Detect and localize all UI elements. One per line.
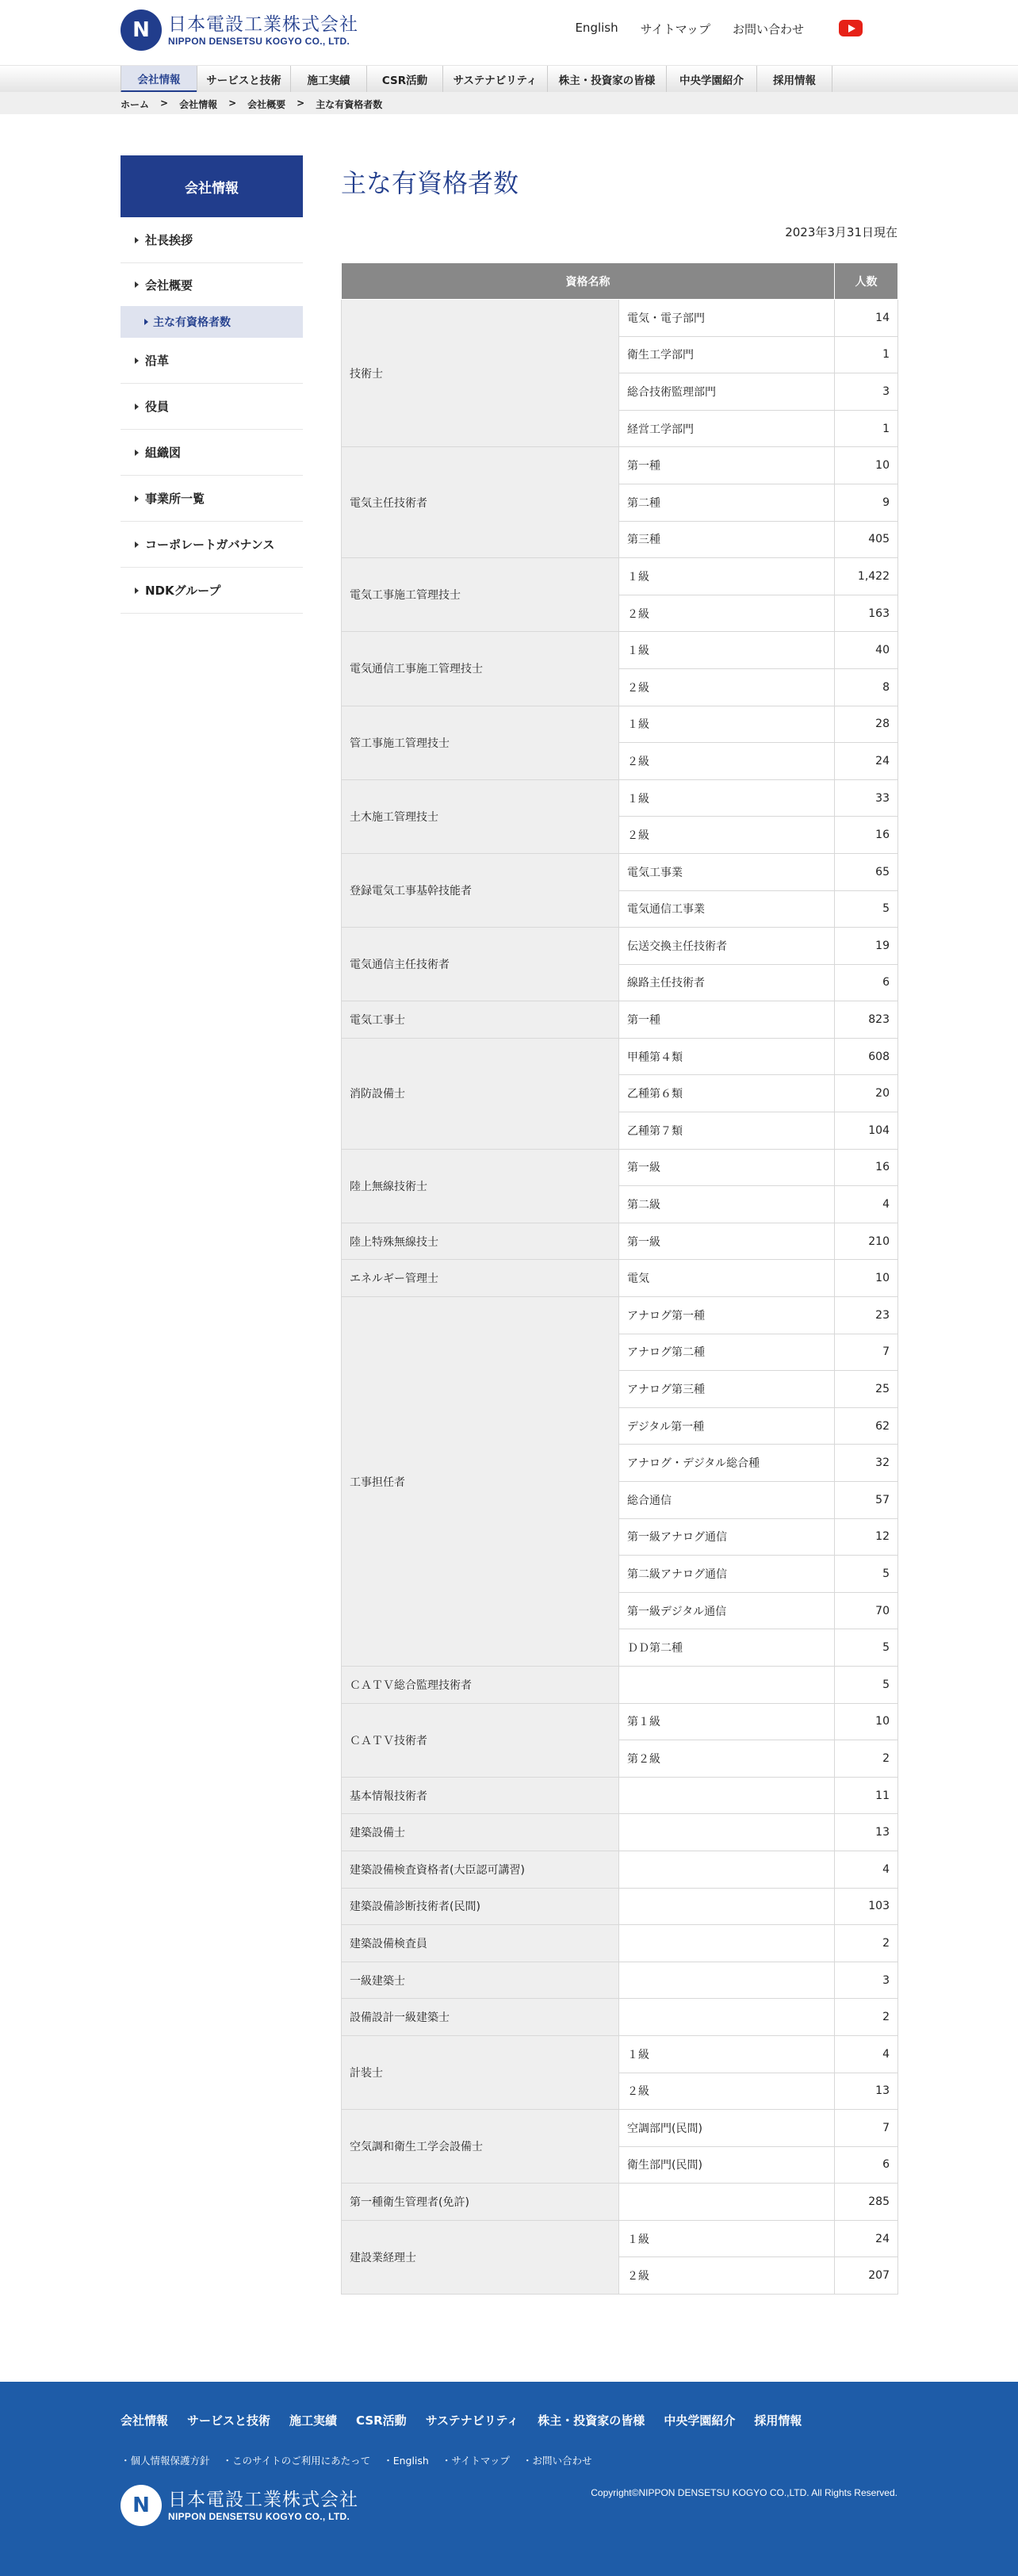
- qualification-count: 6: [835, 964, 898, 1001]
- sidebar-item-offices[interactable]: [121, 476, 303, 522]
- footer-link-sitemap[interactable]: ・ サイトマップ: [442, 2453, 510, 2467]
- util-link-contact[interactable]: お問い合わせ: [732, 22, 804, 36]
- breadcrumb-separator: >: [160, 98, 169, 109]
- qualification-count: 5: [835, 1666, 898, 1703]
- qualification-subtype: 第一級: [619, 1223, 835, 1260]
- qualification-count: 62: [835, 1407, 898, 1445]
- qualification-count: 12: [835, 1518, 898, 1556]
- qualification-subtype: ＤＤ第二種: [619, 1629, 835, 1667]
- qualification-category: ＣＡＴＶ総合監理技術者: [342, 1666, 619, 1703]
- footer-logo[interactable]: [121, 2485, 358, 2526]
- qualification-count: 1: [835, 410, 898, 447]
- qualification-count: 16: [835, 1149, 898, 1186]
- table-row: [342, 1297, 898, 1334]
- ndk-logo-icon: N: [121, 2485, 162, 2526]
- qualification-count: 163: [835, 595, 898, 632]
- table-row: [342, 1851, 898, 1888]
- gnav-item-company[interactable]: 会社情報: [121, 66, 197, 93]
- qualification-count: 70: [835, 1592, 898, 1629]
- qualification-subtype: 乙種第７類: [619, 1112, 835, 1150]
- qualification-subtype: 第一級: [619, 1149, 835, 1186]
- triangle-right-icon: [144, 319, 148, 325]
- qualification-subtype: デジタル第一種: [619, 1407, 835, 1445]
- qualification-subtype: 第一種: [619, 1001, 835, 1039]
- qualification-count: 1,422: [835, 558, 898, 595]
- youtube-icon[interactable]: [839, 20, 863, 36]
- footer-sub-links: [121, 2453, 592, 2467]
- qualification-subtype: [619, 1851, 835, 1888]
- qualification-subtype: アナログ第二種: [619, 1334, 835, 1371]
- table-row: [342, 1999, 898, 2036]
- breadcrumb: [0, 92, 1018, 114]
- gnav-item-recruit[interactable]: 採用情報: [756, 66, 832, 93]
- breadcrumb-separator: >: [297, 98, 305, 109]
- qualification-subtype: 乙種第６類: [619, 1075, 835, 1112]
- qualification-category: 陸上無線技術士: [342, 1149, 619, 1223]
- qualification-subtype: １級: [619, 2220, 835, 2257]
- qualification-subtype: 第１級: [619, 1703, 835, 1740]
- qualification-subtype: [619, 1999, 835, 2036]
- qualification-count: 823: [835, 1001, 898, 1039]
- qualification-count: 2: [835, 1999, 898, 2036]
- table-row: [342, 2035, 898, 2073]
- sidebar-item-label: NDKグループ: [145, 584, 221, 598]
- table-row: [342, 2184, 898, 2221]
- table-row: [342, 447, 898, 484]
- sidebar-item-overview[interactable]: [121, 263, 303, 306]
- triangle-right-icon: [135, 450, 139, 456]
- qualification-category: 建築設備診断技術者(民間): [342, 1888, 619, 1925]
- qualification-category: 工事担任者: [342, 1297, 619, 1667]
- qualification-subtype: 線路主任技術者: [619, 964, 835, 1001]
- qualification-subtype: [619, 1962, 835, 1999]
- util-link-sitemap[interactable]: サイトマップ: [640, 22, 710, 36]
- qualification-count: 13: [835, 2073, 898, 2110]
- qualification-subtype: １級: [619, 558, 835, 595]
- qualification-subtype: 第一級アナログ通信: [619, 1518, 835, 1556]
- qualification-count: 10: [835, 1260, 898, 1297]
- qualification-subtype: 総合技術監理部門: [619, 373, 835, 411]
- sidebar-item-org-chart[interactable]: [121, 430, 303, 476]
- qualification-subtype: 電気: [619, 1260, 835, 1297]
- column-header-count: 人数: [835, 263, 898, 300]
- site-footer: [0, 2382, 1018, 2576]
- footer-link-english[interactable]: ・ English: [383, 2453, 429, 2467]
- triangle-right-icon: [135, 404, 139, 410]
- qualification-count: 40: [835, 632, 898, 669]
- qualification-subtype: [619, 1777, 835, 1814]
- breadcrumb-company[interactable]: 会社情報: [179, 99, 218, 110]
- qualification-count: 33: [835, 779, 898, 817]
- sidebar: [121, 155, 303, 614]
- sidebar-item-officers[interactable]: [121, 384, 303, 430]
- qualification-subtype: 甲種第４類: [619, 1038, 835, 1075]
- sidebar-item-governance[interactable]: [121, 522, 303, 568]
- footer-link-terms[interactable]: ・ このサイトのご利用にあたって: [223, 2453, 371, 2467]
- gnav-item-ir[interactable]: 株主・投資家の皆様: [547, 66, 666, 93]
- qualification-category: 電気主任技術者: [342, 447, 619, 558]
- site-logo[interactable]: [121, 10, 358, 51]
- qualification-count: 11: [835, 1777, 898, 1814]
- table-row: [342, 1962, 898, 1999]
- qualification-count: 405: [835, 521, 898, 558]
- footer-nav-ir[interactable]: 株主・投資家の皆様: [538, 2413, 645, 2428]
- qualification-subtype: 伝送交換主任技術者: [619, 928, 835, 965]
- sidebar-item-label: 役員: [145, 400, 170, 414]
- triangle-right-icon: [135, 588, 139, 594]
- qualification-subtype: 電気通信工事業: [619, 890, 835, 928]
- sidebar-subitem-qualified[interactable]: [121, 306, 303, 338]
- table-row: [342, 1666, 898, 1703]
- table-row: [342, 1223, 898, 1260]
- sidebar-item-label: 組織図: [145, 446, 182, 460]
- qualification-count: 2: [835, 1925, 898, 1962]
- qualification-count: 14: [835, 300, 898, 337]
- table-row: [342, 558, 898, 595]
- qualification-count: 5: [835, 1629, 898, 1667]
- qualification-count: 13: [835, 1814, 898, 1851]
- breadcrumb-separator: >: [228, 98, 237, 109]
- qualification-category: 電気通信主任技術者: [342, 928, 619, 1001]
- sidebar-item-message[interactable]: [121, 217, 303, 263]
- qualification-subtype: [619, 1666, 835, 1703]
- footer-nav-works[interactable]: 施工実績: [289, 2413, 338, 2428]
- triangle-right-icon: [135, 358, 139, 364]
- footer-nav: [121, 2412, 802, 2429]
- qualification-count: 4: [835, 1851, 898, 1888]
- qualification-count: 103: [835, 1888, 898, 1925]
- qualification-category: 管工事施工管理技士: [342, 706, 619, 779]
- qualification-category: 電気通信工事施工管理技士: [342, 632, 619, 706]
- table-header-row: [342, 263, 898, 300]
- qualification-subtype: 第２級: [619, 1740, 835, 1778]
- qualification-category: 空気調和衛生工学会設備士: [342, 2110, 619, 2184]
- qualification-count: 7: [835, 2110, 898, 2147]
- table-row: [342, 1260, 898, 1297]
- qualification-count: 3: [835, 1962, 898, 1999]
- sidebar-item-label: 事業所一覧: [145, 492, 205, 506]
- qualification-category: 技術士: [342, 300, 619, 447]
- qualification-subtype: ２級: [619, 743, 835, 780]
- qualification-category: ＣＡＴＶ技術者: [342, 1703, 619, 1777]
- qualification-subtype: 電気・電子部門: [619, 300, 835, 337]
- sidebar-item-label: 沿革: [145, 354, 170, 368]
- column-header-name: 資格名称: [342, 263, 835, 300]
- logo-name-jp: 日本電設工業株式会社: [168, 14, 358, 35]
- sidebar-item-history[interactable]: [121, 338, 303, 384]
- triangle-right-icon: [135, 237, 139, 243]
- triangle-right-icon: [135, 281, 139, 288]
- sidebar-title[interactable]: 会社情報: [121, 155, 303, 217]
- table-row: [342, 1777, 898, 1814]
- qualification-subtype: ２級: [619, 817, 835, 854]
- footer-link-privacy[interactable]: ・ 個人情報保護方針: [121, 2453, 210, 2467]
- breadcrumb-current: 主な有資格者数: [316, 99, 383, 110]
- footer-logo-name-jp: 日本電設工業株式会社: [168, 2490, 358, 2510]
- qualification-subtype: ２級: [619, 2073, 835, 2110]
- qualification-subtype: [619, 2184, 835, 2221]
- qualification-subtype: 第三種: [619, 521, 835, 558]
- breadcrumb-home[interactable]: ホーム: [121, 99, 150, 110]
- qualification-subtype: 電気工事業: [619, 853, 835, 890]
- footer-nav-company[interactable]: 会社情報: [121, 2413, 169, 2428]
- qualification-category: 陸上特殊無線技士: [342, 1223, 619, 1260]
- qualification-count: 5: [835, 1556, 898, 1593]
- as-of-date: 2023年3月31日現在: [785, 225, 897, 239]
- util-link-english[interactable]: English: [575, 21, 618, 35]
- gnav-item-csr[interactable]: CSR活動: [366, 66, 442, 93]
- qualification-count: 25: [835, 1371, 898, 1408]
- qualification-subtype: アナログ第一種: [619, 1297, 835, 1334]
- qualification-category: 土木施工管理技士: [342, 779, 619, 853]
- table-row: [342, 1888, 898, 1925]
- table-row: [342, 706, 898, 743]
- qualification-subtype: 空調部門(民間): [619, 2110, 835, 2147]
- utility-nav: [575, 21, 804, 37]
- qualification-category: 建築設備士: [342, 1814, 619, 1851]
- qualification-category: 電気工事施工管理技士: [342, 558, 619, 632]
- qualification-count: 7: [835, 1334, 898, 1371]
- qualification-category: 一級建築士: [342, 1962, 619, 1999]
- qualification-subtype: 衛生工学部門: [619, 336, 835, 373]
- table-row: [342, 928, 898, 965]
- qualification-subtype: 第一種: [619, 447, 835, 484]
- global-nav: [0, 65, 1018, 92]
- qualification-count: 32: [835, 1445, 898, 1482]
- qualification-category: 建設業経理士: [342, 2220, 619, 2294]
- qualification-category: 計装士: [342, 2035, 619, 2109]
- table-row: [342, 1925, 898, 1962]
- footer-nav-services[interactable]: サービスと技術: [187, 2413, 271, 2428]
- breadcrumb-overview[interactable]: 会社概要: [247, 99, 286, 110]
- table-row: [342, 632, 898, 669]
- site-header: [0, 0, 1018, 65]
- qualification-count: 24: [835, 2220, 898, 2257]
- qualification-subtype: 第二級アナログ通信: [619, 1556, 835, 1593]
- qualification-subtype: １級: [619, 706, 835, 743]
- qualification-count: 57: [835, 1482, 898, 1519]
- qualification-count: 20: [835, 1075, 898, 1112]
- qualification-count: 8: [835, 668, 898, 706]
- qualification-subtype: 総合通信: [619, 1482, 835, 1519]
- table-row: [342, 1814, 898, 1851]
- table-row: [342, 2220, 898, 2257]
- qualification-count: 1: [835, 336, 898, 373]
- qualification-subtype: １級: [619, 2035, 835, 2073]
- triangle-right-icon: [135, 496, 139, 502]
- qualification-count: 104: [835, 1112, 898, 1150]
- qualification-count: 3: [835, 373, 898, 411]
- qualification-subtype: 衛生部門(民間): [619, 2146, 835, 2184]
- ndk-logo-icon: N: [121, 10, 162, 51]
- qualification-subtype: アナログ・デジタル総合種: [619, 1445, 835, 1482]
- qualification-category: 消防設備士: [342, 1038, 619, 1149]
- qualification-count: 19: [835, 928, 898, 965]
- qualification-subtype: アナログ第三種: [619, 1371, 835, 1408]
- footer-logo-name-en: NIPPON DENSETSU KOGYO CO., LTD.: [168, 2511, 350, 2522]
- gnav-item-academy[interactable]: 中央学園紹介: [666, 66, 756, 93]
- qualification-count: 2: [835, 1740, 898, 1778]
- table-row: [342, 853, 898, 890]
- qualification-subtype: １級: [619, 632, 835, 669]
- table-row: [342, 1703, 898, 1740]
- qualification-count: 9: [835, 484, 898, 521]
- qualification-count: 10: [835, 1703, 898, 1740]
- triangle-right-icon: [135, 542, 139, 548]
- qualification-subtype: ２級: [619, 668, 835, 706]
- qualification-subtype: 第一級デジタル通信: [619, 1592, 835, 1629]
- qualification-category: 第一種衛生管理者(免許): [342, 2184, 619, 2221]
- gnav-item-sustainability[interactable]: サステナビリティ: [442, 66, 547, 93]
- qualification-subtype: [619, 1888, 835, 1925]
- qualification-count: 16: [835, 817, 898, 854]
- logo-name-en: NIPPON DENSETSU KOGYO CO., LTD.: [168, 36, 350, 47]
- qualification-count: 608: [835, 1038, 898, 1075]
- qualification-table: [341, 262, 898, 2295]
- qualification-subtype: 経営工学部門: [619, 410, 835, 447]
- qualification-count: 23: [835, 1297, 898, 1334]
- table-row: [342, 2110, 898, 2147]
- qualification-count: 207: [835, 2257, 898, 2295]
- qualification-count: 28: [835, 706, 898, 743]
- gnav-item-works[interactable]: 施工実績: [290, 66, 366, 93]
- footer-nav-recruit[interactable]: 採用情報: [754, 2413, 802, 2428]
- qualification-subtype: 第二種: [619, 484, 835, 521]
- qualification-count: 4: [835, 2035, 898, 2073]
- footer-link-contact[interactable]: ・ お問い合わせ: [522, 2453, 592, 2467]
- qualification-count: 24: [835, 743, 898, 780]
- qualification-category: 建築設備検査資格者(大臣認可講習): [342, 1851, 619, 1888]
- footer-nav-csr[interactable]: CSR活動: [356, 2413, 407, 2428]
- qualification-category: 基本情報技術者: [342, 1777, 619, 1814]
- qualification-subtype: １級: [619, 779, 835, 817]
- qualification-subtype: [619, 1814, 835, 1851]
- sidebar-item-label: 会社概要: [145, 278, 193, 293]
- qualification-subtype: ２級: [619, 595, 835, 632]
- qualification-category: 設備設計一級建築士: [342, 1999, 619, 2036]
- qualification-count: 65: [835, 853, 898, 890]
- main-area: [0, 114, 1018, 2382]
- table-row: [342, 300, 898, 337]
- sidebar-item-label: 社長挨拶: [145, 233, 193, 247]
- qualification-category: 建築設備検査員: [342, 1925, 619, 1962]
- qualification-subtype: ２級: [619, 2257, 835, 2295]
- table-row: [342, 779, 898, 817]
- footer-nav-sustainability[interactable]: サステナビリティ: [425, 2413, 519, 2428]
- sidebar-item-group[interactable]: [121, 568, 303, 614]
- qualification-category: 電気工事士: [342, 1001, 619, 1039]
- sidebar-item-label: 主な有資格者数: [153, 316, 231, 329]
- qualification-count: 285: [835, 2184, 898, 2221]
- qualification-count: 4: [835, 1186, 898, 1223]
- content: [341, 163, 897, 2295]
- table-row: [342, 1001, 898, 1039]
- gnav-item-services[interactable]: サービスと技術: [197, 66, 290, 93]
- table-row: [342, 1149, 898, 1186]
- copyright: Copyright©NIPPON DENSETSU KOGYO CO.,LTD. All Rights Reserved.: [591, 2487, 897, 2498]
- sidebar-item-label: コーポレートガバナンス: [145, 538, 275, 552]
- qualification-category: 登録電気工事基幹技能者: [342, 853, 619, 927]
- qualification-count: 5: [835, 890, 898, 928]
- table-row: [342, 1038, 898, 1075]
- qualification-subtype: 第二級: [619, 1186, 835, 1223]
- page-title: 主な有資格者数: [341, 168, 519, 198]
- qualification-category: エネルギー管理士: [342, 1260, 619, 1297]
- footer-nav-academy[interactable]: 中央学園紹介: [664, 2413, 736, 2428]
- qualification-count: 10: [835, 447, 898, 484]
- qualification-subtype: [619, 1925, 835, 1962]
- qualification-count: 210: [835, 1223, 898, 1260]
- qualification-count: 6: [835, 2146, 898, 2184]
